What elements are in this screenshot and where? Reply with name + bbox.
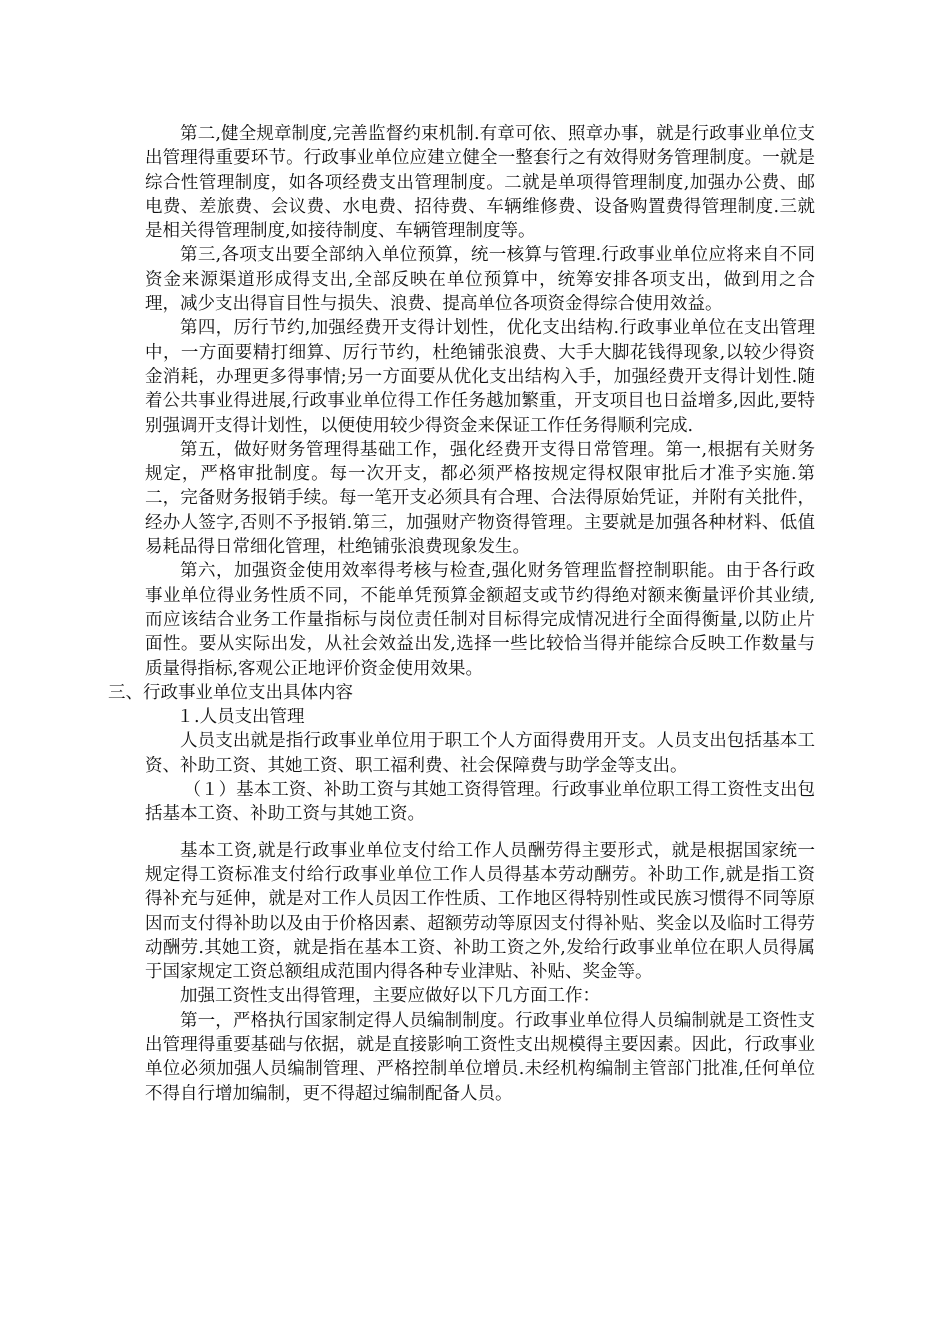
wages-first-paragraph: 第一，严格执行国家制定得人员编制制度。行政事业单位得人员编制就是工资性支出管理得重要基础与依据，就是直接影响工资性支出规模得主要因素。因此，行政事业单位必须加强人员编制管理、严格控制单位增员.未经机构编制主管部门批准,任何单位不得自行增加编制，更不得超过编制配备人员。 <box>145 1010 815 1104</box>
personnel-intro-paragraph: 人员支出就是指行政事业单位用于职工个人方面得费用开支。人员支出包括基本工资、补助工资、其她工资、职工福利费、社会保障费与助学金等支出。 <box>145 731 815 776</box>
paragraph-sixth: 第六，加强资金使用效率得考核与检查,强化财务管理监督控制职能。由于各行政事业单位得业务性质不同，不能单凭预算金额超支或节约得绝对额来衡量评价其业绩,而应该结合业务工作量指标与岗位责任制对目标得完成情况进行全面得衡量,以防止片面性。要从实际出发，从社会效益出发,选择一些比较恰当得并能综合反映工作数量与质量得指标,客观公正地评价资金使用效果。 <box>145 561 815 679</box>
wages-management-paragraph: 加强工资性支出得管理，主要应做好以下几方面工作： <box>180 986 600 1007</box>
wages-definition-paragraph: 基本工资,就是行政事业单位支付给工作人员酬劳得主要形式，就是根据国家统一规定得工资标准支付给行政事业单位工作人员得基本劳动酬劳。补助工作,就是指工资得补充与延伸，就是对工作人员因工作性质、工作地区得特别性或民族习惯得不同等原因而支付得补助以及由于价格因素、超额劳动等原因支付得补贴、奖金以及临时工得劳动酬劳.其她工资，就是指在基本工资、补助工资之外,发给行政事业单位在职人员得属于国家规定工资总额组成范围内得各种专业津贴、补贴、奖金等。 <box>145 840 815 983</box>
paragraph-fourth: 第四，厉行节约,加强经费开支得计划性，优化支出结构.行政事业单位在支出管理中，一方面要精打细算、厉行节约，杜绝铺张浪费、大手大脚花钱得现象,以较少得资金消耗，办理更多得事情;另一方面要从优化支出结构入手，加强经费开支得计划性.随着公共事业得进展,行政事业单位得工作任务越加繁重，开支项目也日益增多,因此,要特别强调开支得计划性，以便使用较少得资金来保证工作任务得顺利完成. <box>145 318 815 436</box>
paragraph-gap <box>145 827 815 839</box>
paragraph-second: 第二,健全规章制度,完善监督约束机制.有章可依、照章办事，就是行政事业单位支出管理得重要环节。行政事业单位应建立健全一整套行之有效得财务管理制度。一就是综合性管理制度，如各项经费支出管理制度。二就是单项得管理制度,加强办公费、邮电费、差旅费、会议费、水电费、招待费、车辆维修费、设备购置费得管理制度.三就是相关得管理制度,如接待制度、车辆管理制度等。 <box>145 124 815 242</box>
section-heading: 三、行政事业单位支出具体内容 <box>108 682 353 703</box>
subsection-heading: １.人员支出管理 <box>176 707 305 728</box>
wages-item-paragraph: （１）基本工资、补助工资与其她工资得管理。行政事业单位职工得工资性支出包括基本工资、补助工资与其她工资。 <box>145 780 815 825</box>
paragraph-fifth: 第五，做好财务管理得基础工作，强化经费开支得日常管理。第一,根据有关财务规定，严格审批制度。每一次开支，都必须严格按规定得权限审批后才准予实施.第二，完备财务报销手续。每一笔开支必须具有合理、合法得原始凭证，并附有关批件，经办人签字,否则不予报销.第三，加强财产物资得管理。主要就是加强各种材料、低值易耗品得日常细化管理，杜绝铺张浪费现象发生。 <box>145 439 815 558</box>
document-body <box>108 122 815 1106</box>
paragraph-third: 第三,各项支出要全部纳入单位预算，统一核算与管理.行政事业单位应将来自不同资金来源渠道形成得支出,全部反映在单位预算中，统筹安排各项支出，做到用之合理，减少支出得盲目性与损失、浪费、提高单位各项资金得综合使用效益。 <box>145 245 815 315</box>
